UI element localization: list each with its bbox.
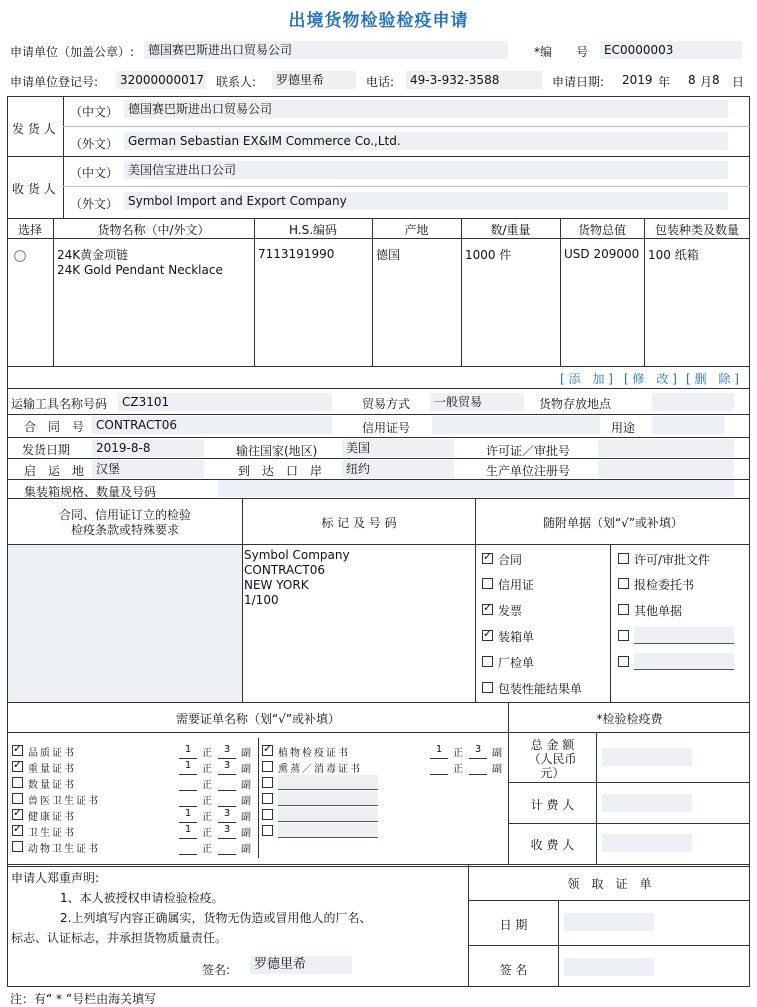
original-label: 正 [202, 796, 212, 807]
underline [179, 822, 197, 823]
goods-name-en: 24K Gold Pendant Necklace [57, 263, 223, 277]
doc-label: 其他单据 [634, 604, 683, 618]
underline [218, 774, 236, 775]
date-label: 申请日期: [552, 75, 605, 89]
doc-label: 包装性能结果单 [498, 682, 583, 696]
underline [218, 838, 236, 839]
certificate-copy-count[interactable]: 3 [223, 744, 231, 755]
doc-label: 厂检单 [498, 656, 535, 670]
goods-header-qty: 数/重量 [490, 223, 531, 237]
doc-checkbox-lc[interactable] [482, 578, 493, 589]
doc-checkbox-custom-1[interactable] [618, 630, 629, 641]
certificate-custom-field[interactable] [278, 791, 378, 806]
shipper-cn-field[interactable]: 德国赛巴斯进出口贸易公司 [124, 100, 728, 118]
add-button[interactable]: [ 添 加 ] [560, 372, 613, 386]
page-title: 出境货物检验检疫申请 [288, 11, 469, 31]
applicant-unit-field[interactable]: 德国赛巴斯进出口贸易公司 [144, 41, 508, 59]
consignee-cn-label: （中文） [70, 166, 119, 180]
producer-reg-label: 生产单位注册号 [486, 464, 571, 478]
mark-line: CONTRACT06 [244, 563, 325, 577]
underline [218, 758, 236, 759]
shipper-en-label: （外文） [70, 137, 119, 151]
consignee-cn-field[interactable]: 美国信宝进出口公司 [124, 161, 728, 179]
collector-label: 收 费 人 [530, 838, 575, 852]
underline [469, 774, 487, 775]
certificate-original-count[interactable]: 1 [184, 760, 192, 771]
contact-label: 联系人: [216, 75, 257, 89]
footnote: 注：有“ * ”号栏由海关填写 [10, 992, 157, 1006]
trade-mode-field[interactable]: 一般贸易 [430, 393, 524, 411]
fee-person-label: 计 费 人 [530, 798, 575, 812]
certificate-custom-field[interactable] [278, 775, 378, 790]
origin-port-field[interactable]: 汉堡 [92, 460, 204, 478]
copy-label: 副 [241, 748, 251, 759]
goods-name-cn: 24K黄金项链 [57, 248, 129, 262]
shipper-label: 发 货 人 [12, 122, 56, 136]
goods-pack: 100 纸箱 [648, 248, 699, 262]
doc-checkbox-factory[interactable] [482, 656, 493, 667]
certificate-label: 植物检疫证书 [278, 748, 350, 759]
reg-no-field[interactable]: 32000000017 [116, 71, 206, 89]
original-label: 正 [453, 764, 463, 775]
doc-label: 信用证 [498, 578, 535, 592]
doc-custom-field-1[interactable] [634, 627, 734, 644]
contract-label: 合 同 号 [24, 420, 85, 434]
copy-label: 副 [241, 844, 251, 855]
dest-country-label: 输往国家(地区) [236, 444, 318, 458]
receive-date-label: 日 期 [499, 918, 528, 932]
certificate-checkbox[interactable] [262, 793, 273, 804]
dest-country-field[interactable]: 美国 [342, 439, 454, 457]
lc-label: 信用证号 [362, 421, 411, 435]
phone-field[interactable]: 49-3-932-3588 [406, 71, 542, 89]
receive-sign-label: 签 名 [499, 963, 528, 977]
underline [469, 758, 487, 759]
doc-checkbox-custom-2[interactable] [618, 656, 629, 667]
certificate-checkbox[interactable] [12, 761, 23, 772]
certificate-label: 卫生证书 [28, 828, 76, 839]
certificate-label: 重量证书 [28, 764, 76, 775]
total-label-1: 总 金 额 [530, 738, 575, 752]
requirements-label-line2: 检疫条款或特殊要求 [70, 523, 179, 537]
marks-field[interactable] [243, 545, 475, 702]
original-label: 正 [453, 748, 463, 759]
lc-field[interactable] [432, 416, 600, 434]
mark-line: Symbol Company [244, 548, 350, 562]
consignee-label: 收 货 人 [12, 182, 56, 196]
special-requirements-field[interactable] [8, 545, 242, 702]
certificate-copy-count[interactable]: 3 [223, 760, 231, 771]
doc-label: 许可/审批文件 [634, 553, 711, 567]
underline [218, 854, 236, 855]
storage-field[interactable] [652, 393, 734, 411]
original-label: 正 [202, 844, 212, 855]
permit-field[interactable] [598, 439, 734, 457]
underline [218, 822, 236, 823]
requirements-label-line1: 合同、信用证订立的检验 [58, 508, 191, 522]
goods-hs: 7113191990 [258, 247, 335, 261]
doc-checkbox-packing[interactable] [482, 630, 493, 641]
serial-label: *编 号 [534, 45, 589, 59]
docs-label: 随附单据（划“√”或补填） [542, 516, 684, 530]
original-label: 正 [202, 748, 212, 759]
consignee-en-label: （外文） [70, 197, 119, 211]
doc-label: 报检委托书 [634, 578, 695, 592]
container-field[interactable] [218, 480, 734, 497]
certificate-checkbox[interactable] [12, 793, 23, 804]
goods-header-value: 货物总值 [577, 223, 626, 237]
contact-field[interactable]: 罗德里希 [272, 71, 356, 89]
doc-checkbox-entrust[interactable] [618, 578, 629, 589]
certificate-checkbox[interactable] [262, 745, 273, 756]
declaration-line1: 1、本人被授权申请检验检疫。 [60, 891, 224, 905]
usage-field[interactable] [652, 416, 724, 434]
shipper-cn-label: （中文） [70, 105, 119, 119]
underline [179, 790, 197, 791]
copy-label: 副 [492, 748, 502, 759]
certificates-header: 需要证单名称（划“√”或补填） [175, 712, 341, 726]
underline [179, 806, 197, 807]
usage-label: 用途 [611, 421, 636, 435]
certificate-checkbox[interactable] [262, 761, 273, 772]
certificate-checkbox[interactable] [262, 825, 273, 836]
declaration-line3: 标志、认证标志，并承担货物质量责任。 [11, 931, 228, 945]
contract-field[interactable]: CONTRACT06 [92, 416, 332, 434]
day-label: 日 [732, 75, 745, 89]
certificate-label: 动物卫生证书 [28, 844, 100, 855]
doc-checkbox-other[interactable] [618, 604, 629, 615]
certificate-copy-count[interactable]: 3 [223, 824, 231, 835]
copy-label: 副 [492, 764, 502, 775]
certificate-original-count[interactable]: 1 [184, 808, 192, 819]
certificate-checkbox[interactable] [262, 777, 273, 788]
certificate-checkbox[interactable] [12, 825, 23, 836]
certificate-original-count[interactable]: 1 [184, 744, 192, 755]
certificate-checkbox[interactable] [12, 745, 23, 756]
certificate-checkbox[interactable] [12, 777, 23, 788]
declaration-title: 申请人郑重声明: [11, 871, 100, 885]
certificate-original-count[interactable]: 1 [184, 824, 192, 835]
copy-label: 副 [241, 780, 251, 791]
dest-port-label: 到 达 口 岸 [238, 464, 323, 478]
storage-label: 货物存放地点 [539, 397, 612, 411]
certificate-checkbox[interactable] [12, 809, 23, 820]
certificate-checkbox[interactable] [262, 809, 273, 820]
origin-port-label: 启 运 地 [24, 464, 85, 478]
year-label: 年 [658, 75, 671, 89]
doc-label: 合同 [498, 553, 523, 567]
ship-date-field[interactable]: 2019-8-8 [92, 439, 204, 457]
goods-qty: 1000 件 [465, 248, 512, 262]
goods-header-hs: H.S.编码 [288, 223, 338, 237]
certificate-label: 熏蒸／消毒证书 [278, 764, 362, 775]
original-label: 正 [202, 812, 212, 823]
goods-header-select: 选择 [17, 223, 42, 237]
copy-label: 副 [241, 812, 251, 823]
fee-person-field[interactable] [602, 794, 692, 812]
copy-label: 副 [241, 796, 251, 807]
doc-label: 装箱单 [498, 630, 535, 644]
total-label-3: 元） [540, 766, 565, 780]
underline [218, 790, 236, 791]
trade-mode-label: 贸易方式 [362, 397, 411, 411]
receive-date-field[interactable] [564, 913, 654, 931]
total-label-2: （人民币 [528, 752, 577, 766]
copy-label: 副 [241, 828, 251, 839]
certificate-label: 品质证书 [28, 748, 76, 759]
ship-date-label: 发货日期 [22, 443, 71, 457]
certificate-copy-count[interactable]: 3 [223, 808, 231, 819]
certificate-label: 数量证书 [28, 780, 76, 791]
month-label: 月 [700, 75, 713, 89]
serial-field: EC0000003 [600, 41, 742, 59]
sign-label: 签名: [202, 963, 231, 977]
certificate-label: 健康证书 [28, 812, 76, 823]
doc-checkbox-packaging-result[interactable] [482, 682, 493, 693]
underline [430, 758, 448, 759]
doc-checkbox-contract[interactable] [482, 553, 493, 564]
underline [179, 774, 197, 775]
underline [179, 838, 197, 839]
permit-label: 许可证／审批号 [486, 444, 571, 458]
copy-label: 副 [241, 764, 251, 775]
date-month[interactable]: 8 [688, 73, 696, 87]
mark-line: NEW YORK [244, 578, 309, 592]
shipper-en-field[interactable]: German Sebastian EX&IM Commerce Co.,Ltd. [124, 132, 728, 150]
certificate-custom-field[interactable] [278, 807, 378, 822]
original-label: 正 [202, 764, 212, 775]
goods-origin: 德国 [376, 248, 401, 262]
delete-button[interactable]: [ 删 除 ] [686, 372, 739, 386]
container-label: 集装箱规格、数量及号码 [24, 485, 157, 499]
original-label: 正 [202, 828, 212, 839]
sign-field[interactable]: 罗德里希 [250, 956, 352, 974]
fee-header: *检验检疫费 [596, 712, 663, 726]
total-field[interactable] [602, 748, 692, 766]
certificate-copy-count[interactable]: 3 [474, 744, 482, 755]
goods-header-pack: 包装种类及数量 [654, 223, 739, 237]
marks-label: 标 记 及 号 码 [321, 516, 397, 530]
dest-port-field[interactable]: 纽约 [342, 460, 454, 478]
original-label: 正 [202, 780, 212, 791]
edit-button[interactable]: [ 修 改 ] [624, 372, 677, 386]
certificate-checkbox[interactable] [12, 841, 23, 852]
doc-custom-field-2[interactable] [634, 653, 734, 670]
underline [179, 854, 197, 855]
goods-value: USD 209000 [564, 247, 640, 261]
certificate-original-count[interactable]: 1 [435, 744, 443, 755]
declaration-line2: 2.上列填写内容正确属实，货物无伪造或冒用他人的厂名、 [60, 911, 372, 925]
receive-sign-field[interactable] [564, 958, 654, 976]
goods-header-origin: 产地 [404, 223, 429, 237]
certificate-custom-field[interactable] [278, 823, 378, 838]
collector-field[interactable] [602, 834, 692, 852]
goods-header-name: 货物名称（中/外文） [97, 223, 210, 237]
underline [218, 806, 236, 807]
phone-label: 电话: [366, 75, 395, 89]
date-day[interactable]: 8 [712, 73, 720, 87]
doc-checkbox-invoice[interactable] [482, 604, 493, 615]
applicant-unit-label: 申请单位（加盖公章）: [10, 45, 135, 59]
reg-no-label: 申请单位登记号: [10, 75, 99, 89]
goods-row-radio[interactable] [14, 250, 26, 262]
receive-header: 领 取 证 单 [567, 877, 652, 891]
mark-line: 1/100 [244, 593, 279, 607]
consignee-en-field[interactable]: Symbol Import and Export Company [124, 192, 728, 210]
certificate-label: 兽医卫生证书 [28, 796, 100, 807]
vehicle-field[interactable]: CZ3101 [118, 393, 332, 411]
underline [430, 774, 448, 775]
vehicle-label: 运输工具名称号码 [11, 397, 108, 411]
underline [179, 758, 197, 759]
producer-reg-field[interactable] [598, 460, 734, 478]
doc-label: 发票 [498, 604, 523, 618]
date-year[interactable]: 2019 [622, 73, 653, 87]
doc-checkbox-permit[interactable] [618, 553, 629, 564]
